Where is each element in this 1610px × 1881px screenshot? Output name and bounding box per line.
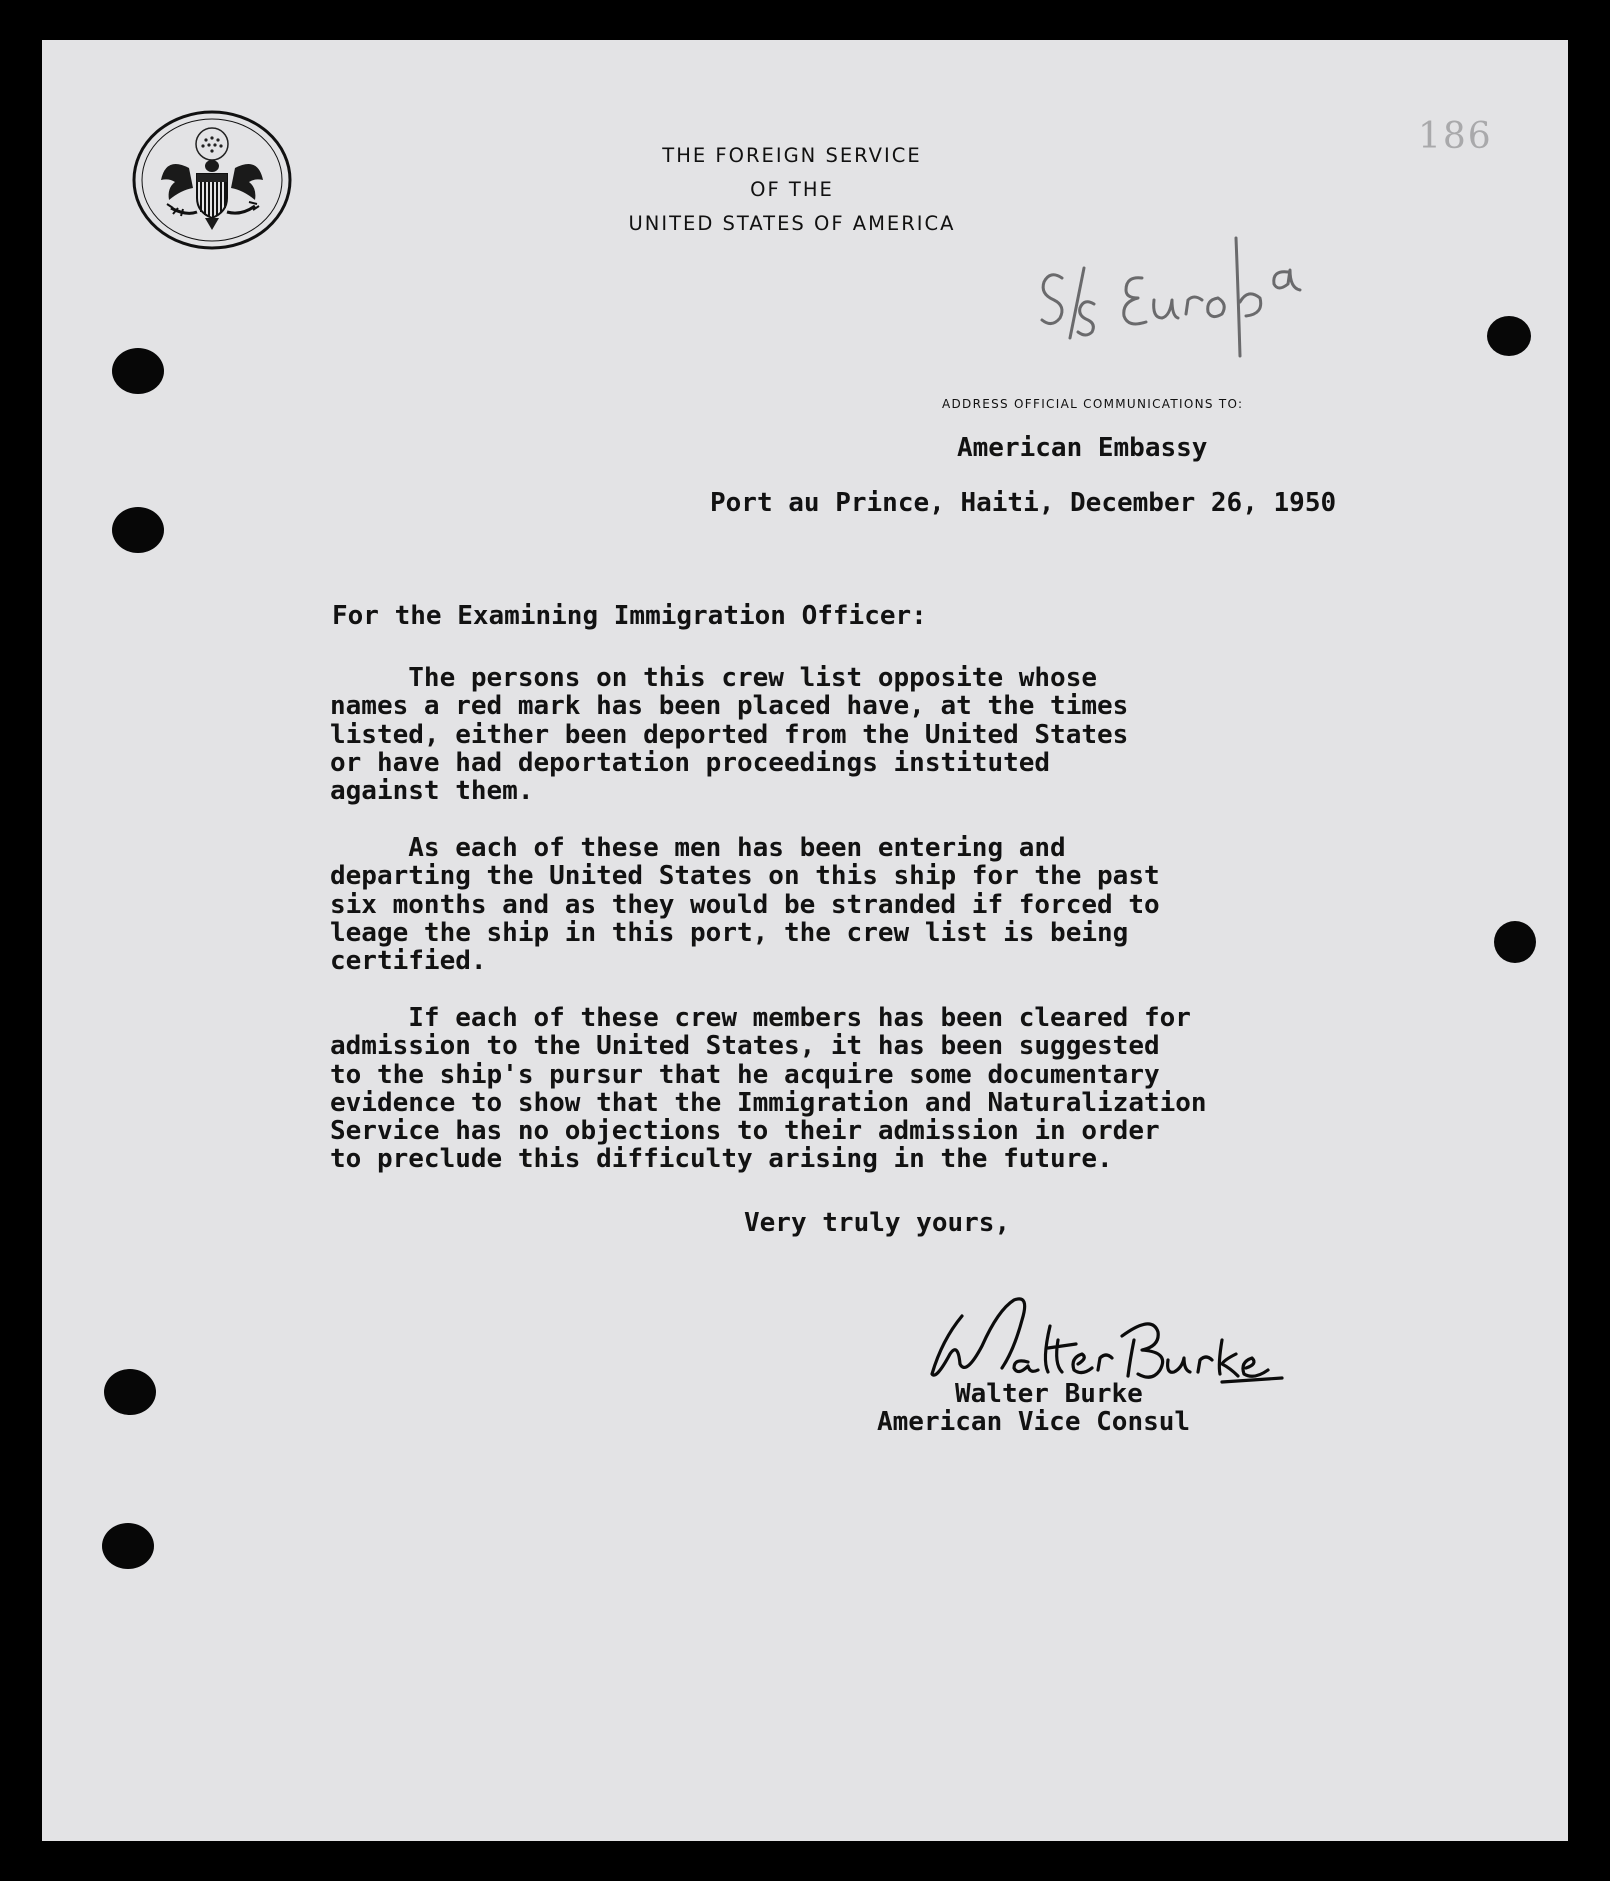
punch-hole [112,507,164,553]
punch-hole [102,1523,154,1569]
handwritten-annotation [1022,218,1372,368]
salutation: For the Examining Immigration Officer: [332,601,927,631]
body-paragraph: If each of these crew members has been cleared for admission to the United States, it has been suggested to the ship's pursur that he acquire some documentary evidence to show that the Immigration and Naturalization Service has no objections to their admission in order to preclude this difficulty arising in the future. [330,1003,1207,1175]
letterhead-line: UNITED STATES OF AMERICA [628,212,956,235]
letterhead-line: OF THE [750,178,834,201]
page-number: 186 [1418,116,1493,157]
punch-hole [1487,316,1531,356]
office-name: American Embassy [957,433,1208,463]
letterhead-line: THE FOREIGN SERVICE [662,144,922,167]
punch-hole [104,1369,156,1415]
punch-hole [112,348,164,394]
closing: Very truly yours, [744,1208,1011,1238]
letter-page [42,40,1568,1841]
place-date: Port au Prince, Haiti, December 26, 1950 [710,488,1337,518]
punch-hole [1494,921,1536,963]
body-paragraph: The persons on this crew list opposite whose names a red mark has been placed have, at the times listed, either been deported from the United States or have had deportation proceedings instituted against them. [330,663,1129,807]
signer-name: Walter Burke [955,1379,1143,1409]
great-seal-icon [131,108,293,252]
address-label: ADDRESS OFFICIAL COMMUNICATIONS TO: [942,397,1244,411]
body-paragraph: As each of these men has been entering and departing the United States on this ship for the past six months and as they would be stranded if forced to leage the ship in this port, the crew list is being certified. [330,833,1160,977]
signer-title: American Vice Consul [877,1407,1191,1437]
